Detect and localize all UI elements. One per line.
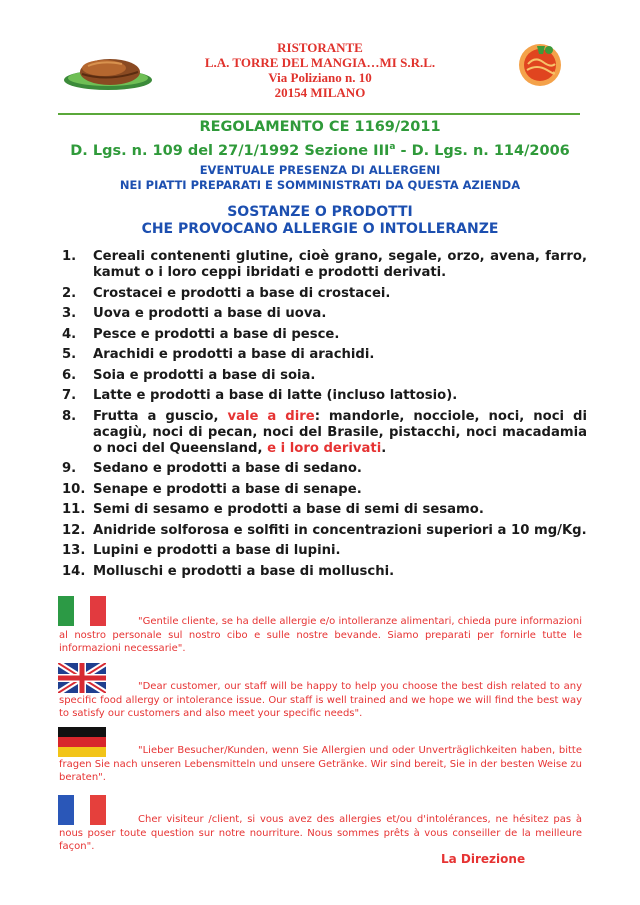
list-item: 14. Molluschi e prodotti a base di molluschi. [62,563,395,579]
list-item: 6. Soia e prodotti a base di soia. [62,367,316,383]
highlight-derivati: e i loro derivati [267,440,382,456]
list-item: 1. Cereali contenenti glutine, cioè grano, segale, orzo, avena, farro, kamut o i loro ceppi ibridati e prodotti derivati. [62,249,587,280]
legislation-line: D. Lgs. n. 109 del 27/1/1992 Sezione III$^a$ - D. Lgs. n. 114/2006 [70,142,570,159]
french-message: Cher visiteur /client, si vous avez des allergies et/ou d'intolérances, ne hésitez pas à nous poser toute question sur notre nourriture. Nous sommes prêts à vous conseiller de la meilleure façon". [59,814,582,852]
substances-title-line1: SOSTANZE O PRODOTTI [227,204,413,220]
list-item: 13. Lupini e prodotti a base di lupini. [62,543,341,558]
signature: La Direzione [441,852,526,866]
list-item: 8. Frutta a guscio, vale a dire: mandorle, nocciole, noci, noci di acagiù, noci di pecan, noci del Brasile, pistacchi, noci macadamia o noci del Queensland, e i loro derivati. [62,408,588,456]
allergen-notice-line1: EVENTUALE PRESENZA DI ALLERGENI [199,163,441,177]
restaurant-label: RISTORANTE [277,40,363,55]
list-item: 2. Crostacei e prodotti a base di crostacei. [62,285,391,301]
substances-title-line2: CHE PROVOCANO ALLERGIE O INTOLLERANZE [141,221,499,237]
list-item: 12. Anidride solforosa e solfiti in concentrazioni superiori a 10 mg/Kg. [62,522,587,538]
list-item: 3. Uova e prodotti a base di uova. [62,306,327,321]
list-item: 9. Sedano e prodotti a base di sedano. [62,461,362,476]
list-item: 10. Senape e prodotti a base di senape. [62,481,362,497]
company-name: L.A. TORRE DEL MANGIA…MI S.R.L. [204,55,436,70]
english-message: "Dear customer, our staff will be happy to help you choose the best dish related to any specific food allergy or intolerance issue. Our staff is well trained and we hope we will find the best way to satisfy our customers and also meet your specific needs". [59,681,582,719]
allergen-notice-line2: NEI PIATTI PREPARATI E SOMMINISTRATI DA QUESTA AZIENDA [119,178,521,192]
allergen-list [62,249,587,584]
list-item: 4. Pesce e prodotti a base di pesce. [62,326,340,342]
list-item: 5. Arachidi e prodotti a base di arachidi. [62,347,375,362]
german-message: "Lieber Besucher/Kunden, wenn Sie Allergien und oder Unverträglichkeiten haben, bitte fragen Sie nach unseren Lebensmitteln und unsere Getränke. Wir sind bereit, Sie in der besten Weise zu beraten". [59,745,582,783]
list-item: 11. Semi di sesamo e prodotti a base di semi di sesamo. [62,502,484,517]
list-item: 7. Latte e prodotti a base di latte (incluso lattosio). [62,388,458,403]
restaurant-header [0,40,640,100]
italian-message: "Gentile cliente, se ha delle allergie e/o intolleranze alimentari, chieda pure informazioni al nostro personale sul nostro cibo e sulle nostre bevande. Siamo preparati per fornirle tutte le informazioni necessarie". [59,616,582,654]
header-divider [58,113,580,115]
street-address: Via Poliziano n. 10 [268,70,372,85]
regulation-title: REGOLAMENTO CE 1169/2011 [199,119,441,135]
city-address: 20154 MILANO [274,85,366,100]
highlight-vale-a-dire: vale a dire [227,408,315,424]
